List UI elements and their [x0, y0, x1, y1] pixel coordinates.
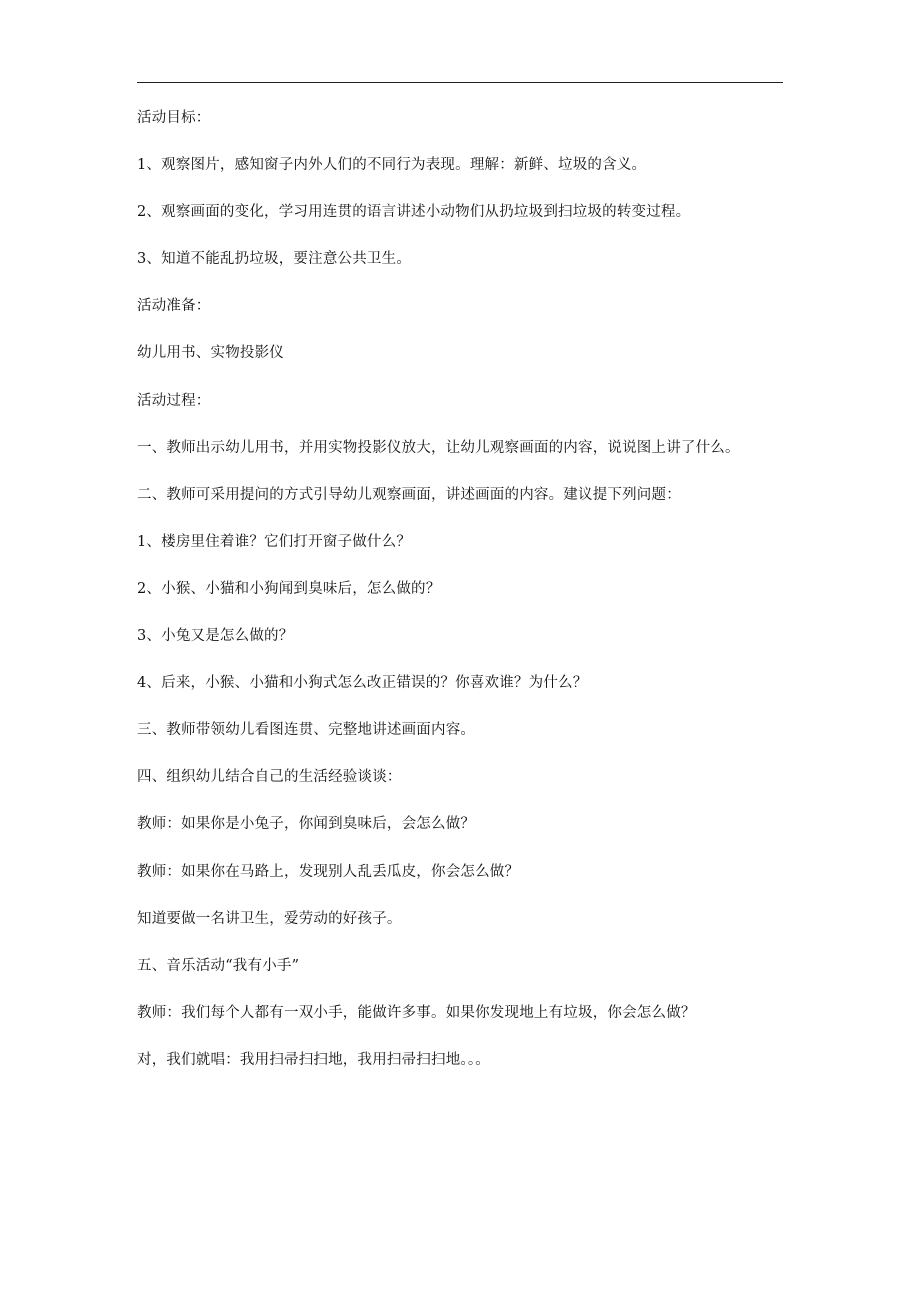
question-item: 4、后来，小猴、小猫和小狗式怎么改正错误的？你喜欢谁？为什么？: [137, 675, 588, 692]
process-step: 五、音乐活动“我有小手”: [137, 957, 300, 974]
document-body: [137, 108, 797, 1097]
question-item: 2、小猴、小猫和小狗闻到臭味后，怎么做的？: [137, 580, 441, 597]
process-step: 四、组织幼儿结合自己的生活经验谈谈：: [137, 769, 402, 786]
section-heading-goals: 活动目标：: [137, 110, 211, 126]
goal-item: 3、知道不能乱扔垃圾，要注意公共卫生。: [137, 251, 412, 268]
question-item: 1、楼房里住着谁？它们打开窗子做什么？: [137, 533, 412, 550]
goal-item: 1、观察图片，感知窗子内外人们的不同行为表现。理解：新鲜、垃圾的含义。: [137, 157, 647, 174]
section-heading-process: 活动过程：: [137, 392, 211, 409]
preparation-text: 幼儿用书、实物投影仪: [137, 345, 284, 362]
question-item: 3、小兔又是怎么做的？: [137, 628, 294, 645]
teacher-dialogue: 教师：我们每个人都有一双小手，能做许多事。如果你发现地上有垃圾，你会怎么做？: [137, 1004, 696, 1021]
header-rule: [137, 82, 783, 83]
teacher-dialogue: 教师：如果你在马路上，发现别人乱丢瓜皮，你会怎么做？: [137, 863, 520, 880]
paragraph-text: 对，我们就唱：我用扫帚扫扫地，我用扫帚扫扫地。。。: [137, 1051, 490, 1068]
process-step: 二、教师可采用提问的方式引导幼儿观察画面，讲述画面的内容。建议提下列问题：: [137, 486, 681, 503]
process-step: 三、教师带领幼儿看图连贯、完整地讲述画面内容。: [137, 722, 476, 739]
section-heading-preparation: 活动准备：: [137, 298, 211, 315]
process-step: 一、教师出示幼儿用书，并用实物投影仪放大，让幼儿观察画面的内容，说说图上讲了什么。: [137, 439, 740, 456]
paragraph-text: 知道要做一名讲卫生，爱劳动的好孩子。: [137, 910, 402, 927]
goal-item: 2、观察画面的变化，学习用连贯的语言讲述小动物们从扔垃圾到扫垃圾的转变过程。: [137, 204, 691, 221]
teacher-dialogue: 教师：如果你是小兔子，你闻到臭味后，会怎么做？: [137, 816, 476, 833]
